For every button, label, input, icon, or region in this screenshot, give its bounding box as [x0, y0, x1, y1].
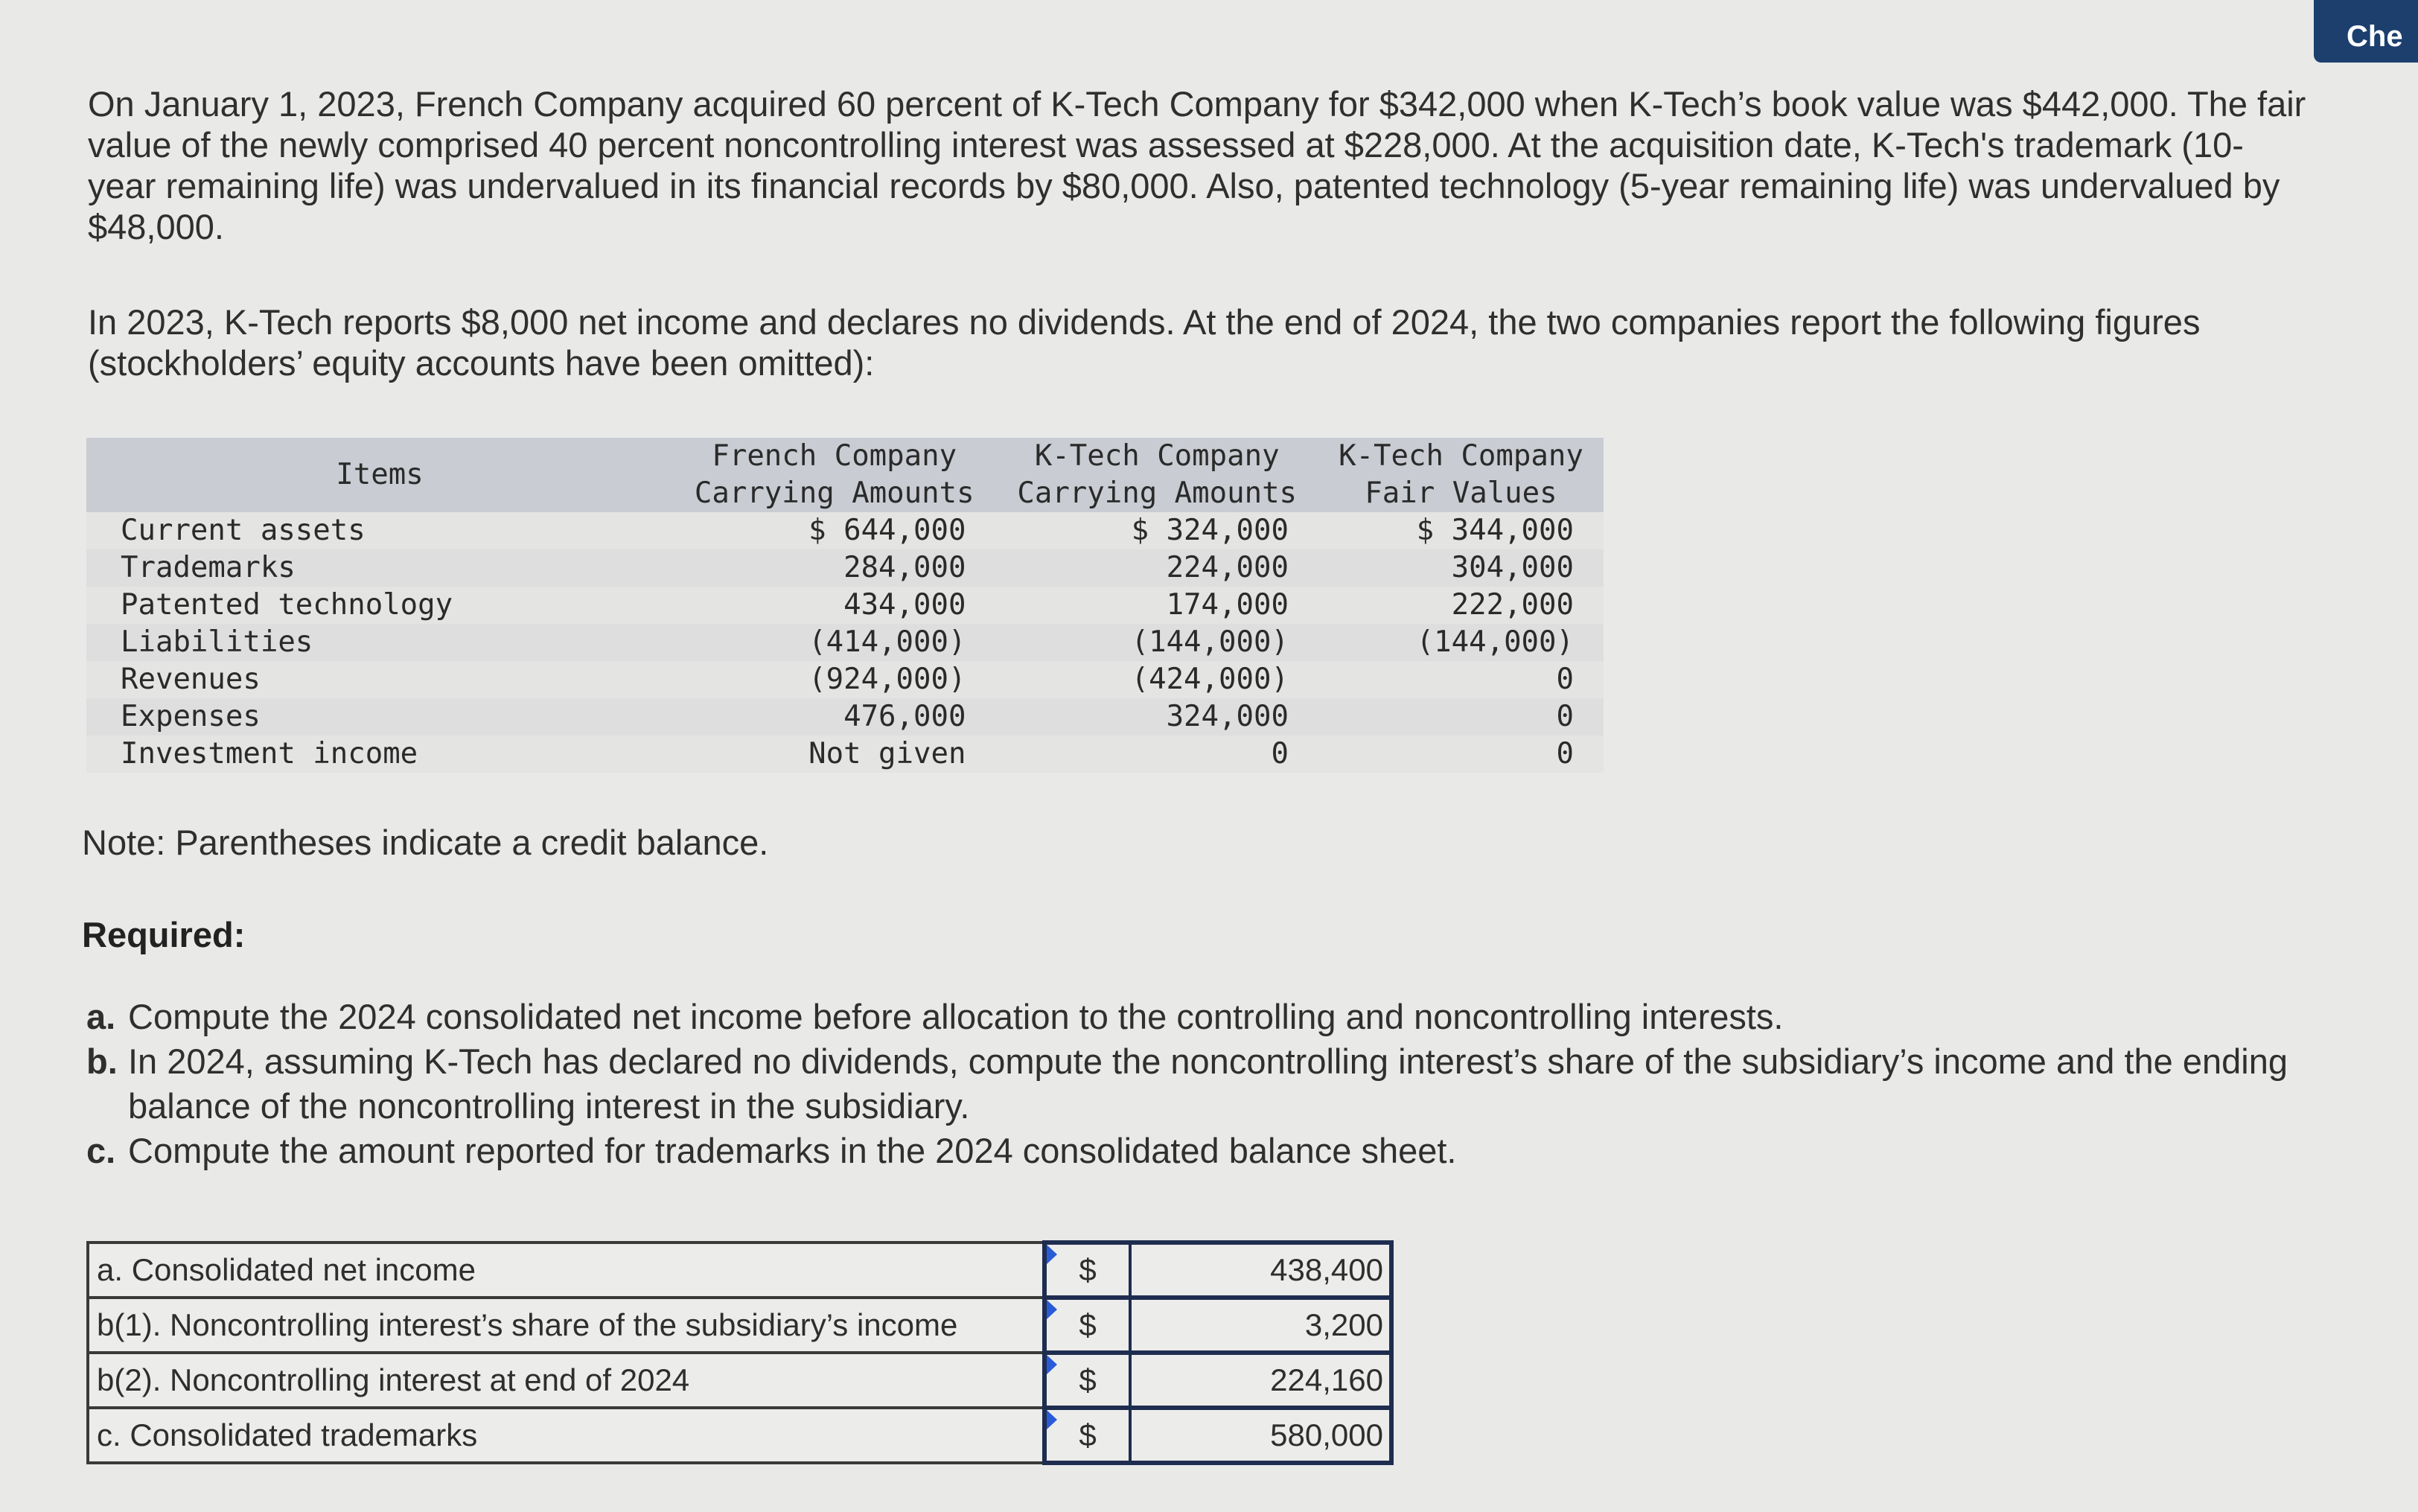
row-item: Revenues: [86, 661, 673, 698]
row-french-carrying: Not given: [673, 736, 995, 773]
row-french-carrying: (924,000): [673, 661, 995, 698]
row-ktech-fair: 222,000: [1318, 587, 1604, 624]
currency-symbol: $: [1079, 1417, 1097, 1452]
row-ktech-carrying: $ 324,000: [995, 512, 1318, 549]
requirement-letter: c.: [86, 1131, 116, 1170]
row-item: Trademarks: [86, 549, 673, 587]
row-french-carrying: (414,000): [673, 624, 995, 661]
answer-cell-nci-share-income[interactable]: [1044, 1298, 1391, 1353]
row-ktech-fair: 304,000: [1318, 549, 1604, 587]
table-row: [86, 736, 1604, 773]
financial-data-table: [86, 438, 1604, 773]
answer-cell-nci-end-2024[interactable]: [1044, 1353, 1391, 1408]
row-item: Current assets: [86, 512, 673, 549]
requirement-b: [86, 1039, 2342, 1129]
answer-cell-consolidated-trademarks[interactable]: [1044, 1408, 1391, 1463]
requirement-a: [86, 995, 2342, 1039]
table-row: [86, 549, 1604, 587]
answer-cell-consolidated-net-income[interactable]: [1044, 1243, 1391, 1298]
row-french-carrying: 476,000: [673, 698, 995, 736]
row-item: Expenses: [86, 698, 673, 736]
requirement-letter: b.: [86, 1042, 118, 1081]
answer-table: [86, 1240, 1394, 1465]
problem-paragraph-2: In 2023, K-Tech reports $8,000 net income and declares no dividends. At the end of 2024, the two companies report the following figures (stockholders’ equity accounts have been omitted):: [88, 302, 2201, 383]
row-item: Patented technology: [86, 587, 673, 624]
answer-flag-icon: [1047, 1245, 1057, 1264]
requirement-text: Compute the amount reported for trademarks in the 2024 consolidated balance sheet.: [128, 1131, 1457, 1170]
answer-flag-icon: [1047, 1410, 1057, 1429]
row-ktech-fair: 0: [1318, 698, 1604, 736]
answer-label: b(2). Noncontrolling interest at end of 2024: [88, 1353, 1044, 1408]
header-ktech-fair: K-Tech Company Fair Values: [1318, 438, 1604, 512]
row-french-carrying: $ 644,000: [673, 512, 995, 549]
answer-input-nci-share-income[interactable]: 3,200: [1304, 1307, 1383, 1342]
table-row: [86, 587, 1604, 624]
header-items: Items: [86, 438, 673, 512]
row-ktech-carrying: 0: [995, 736, 1318, 773]
answer-row: [88, 1408, 1391, 1463]
requirement-letter: a.: [86, 997, 116, 1036]
row-ktech-carrying: (144,000): [995, 624, 1318, 661]
currency-symbol: $: [1079, 1362, 1097, 1397]
requirements-list: [86, 995, 2342, 1173]
row-ktech-fair: $ 344,000: [1318, 512, 1604, 549]
requirement-text: Compute the 2024 consolidated net income before allocation to the controlling and noncontrolling interests.: [128, 997, 1784, 1036]
answer-row: [88, 1243, 1391, 1298]
row-ktech-fair: 0: [1318, 736, 1604, 773]
row-item: Liabilities: [86, 624, 673, 661]
row-item: Investment income: [86, 736, 673, 773]
answer-row: [88, 1298, 1391, 1353]
header-ktech-carrying: K-Tech Company Carrying Amounts: [995, 438, 1318, 512]
table-header-row: [86, 438, 1604, 512]
required-heading: Required:: [82, 915, 246, 954]
answer-flag-icon: [1047, 1300, 1057, 1319]
row-french-carrying: 284,000: [673, 549, 995, 587]
requirement-text: In 2024, assuming K-Tech has declared no dividends, compute the noncontrolling interest’s share of the subsidiary’s income and the ending balance of the noncontrolling interest in the subsidiary.: [128, 1042, 2288, 1126]
table-row: [86, 512, 1604, 549]
answer-input-consolidated-trademarks[interactable]: 580,000: [1270, 1417, 1383, 1452]
credit-balance-note: Note: Parentheses indicate a credit balance.: [82, 823, 769, 862]
table-row: [86, 661, 1604, 698]
currency-symbol: $: [1079, 1307, 1097, 1342]
answer-flag-icon: [1047, 1355, 1057, 1374]
answer-row: [88, 1353, 1391, 1408]
requirement-c: [86, 1129, 2342, 1173]
row-ktech-carrying: 324,000: [995, 698, 1318, 736]
table-row: [86, 698, 1604, 736]
row-ktech-fair: 0: [1318, 661, 1604, 698]
row-ktech-carrying: 174,000: [995, 587, 1318, 624]
answer-input-nci-end-2024[interactable]: 224,160: [1270, 1362, 1383, 1397]
check-button[interactable]: Che: [2314, 0, 2418, 63]
header-french-carrying: French Company Carrying Amounts: [673, 438, 995, 512]
table-row: [86, 624, 1604, 661]
answer-label: b(1). Noncontrolling interest’s share of the subsidiary’s income: [88, 1298, 1044, 1353]
problem-paragraph-1: On January 1, 2023, French Company acquired 60 percent of K-Tech Company for $342,000 when K-Tech’s book value was $442,000. The fair value of the newly comprised 40 percent noncontrolling interest was assessed at $228,000. At the acquisition date, K-Tech's trademark (10-year remaining life) was undervalued in its financial records by $80,000. Also, patented technology (5-year remaining life) was undervalued by $48,000.: [88, 84, 2306, 246]
row-french-carrying: 434,000: [673, 587, 995, 624]
row-ktech-fair: (144,000): [1318, 624, 1604, 661]
row-ktech-carrying: (424,000): [995, 661, 1318, 698]
answer-input-consolidated-net-income[interactable]: 438,400: [1270, 1252, 1383, 1287]
answer-label: a. Consolidated net income: [88, 1243, 1044, 1298]
row-ktech-carrying: 224,000: [995, 549, 1318, 587]
currency-symbol: $: [1079, 1252, 1097, 1287]
answer-label: c. Consolidated trademarks: [88, 1408, 1044, 1463]
